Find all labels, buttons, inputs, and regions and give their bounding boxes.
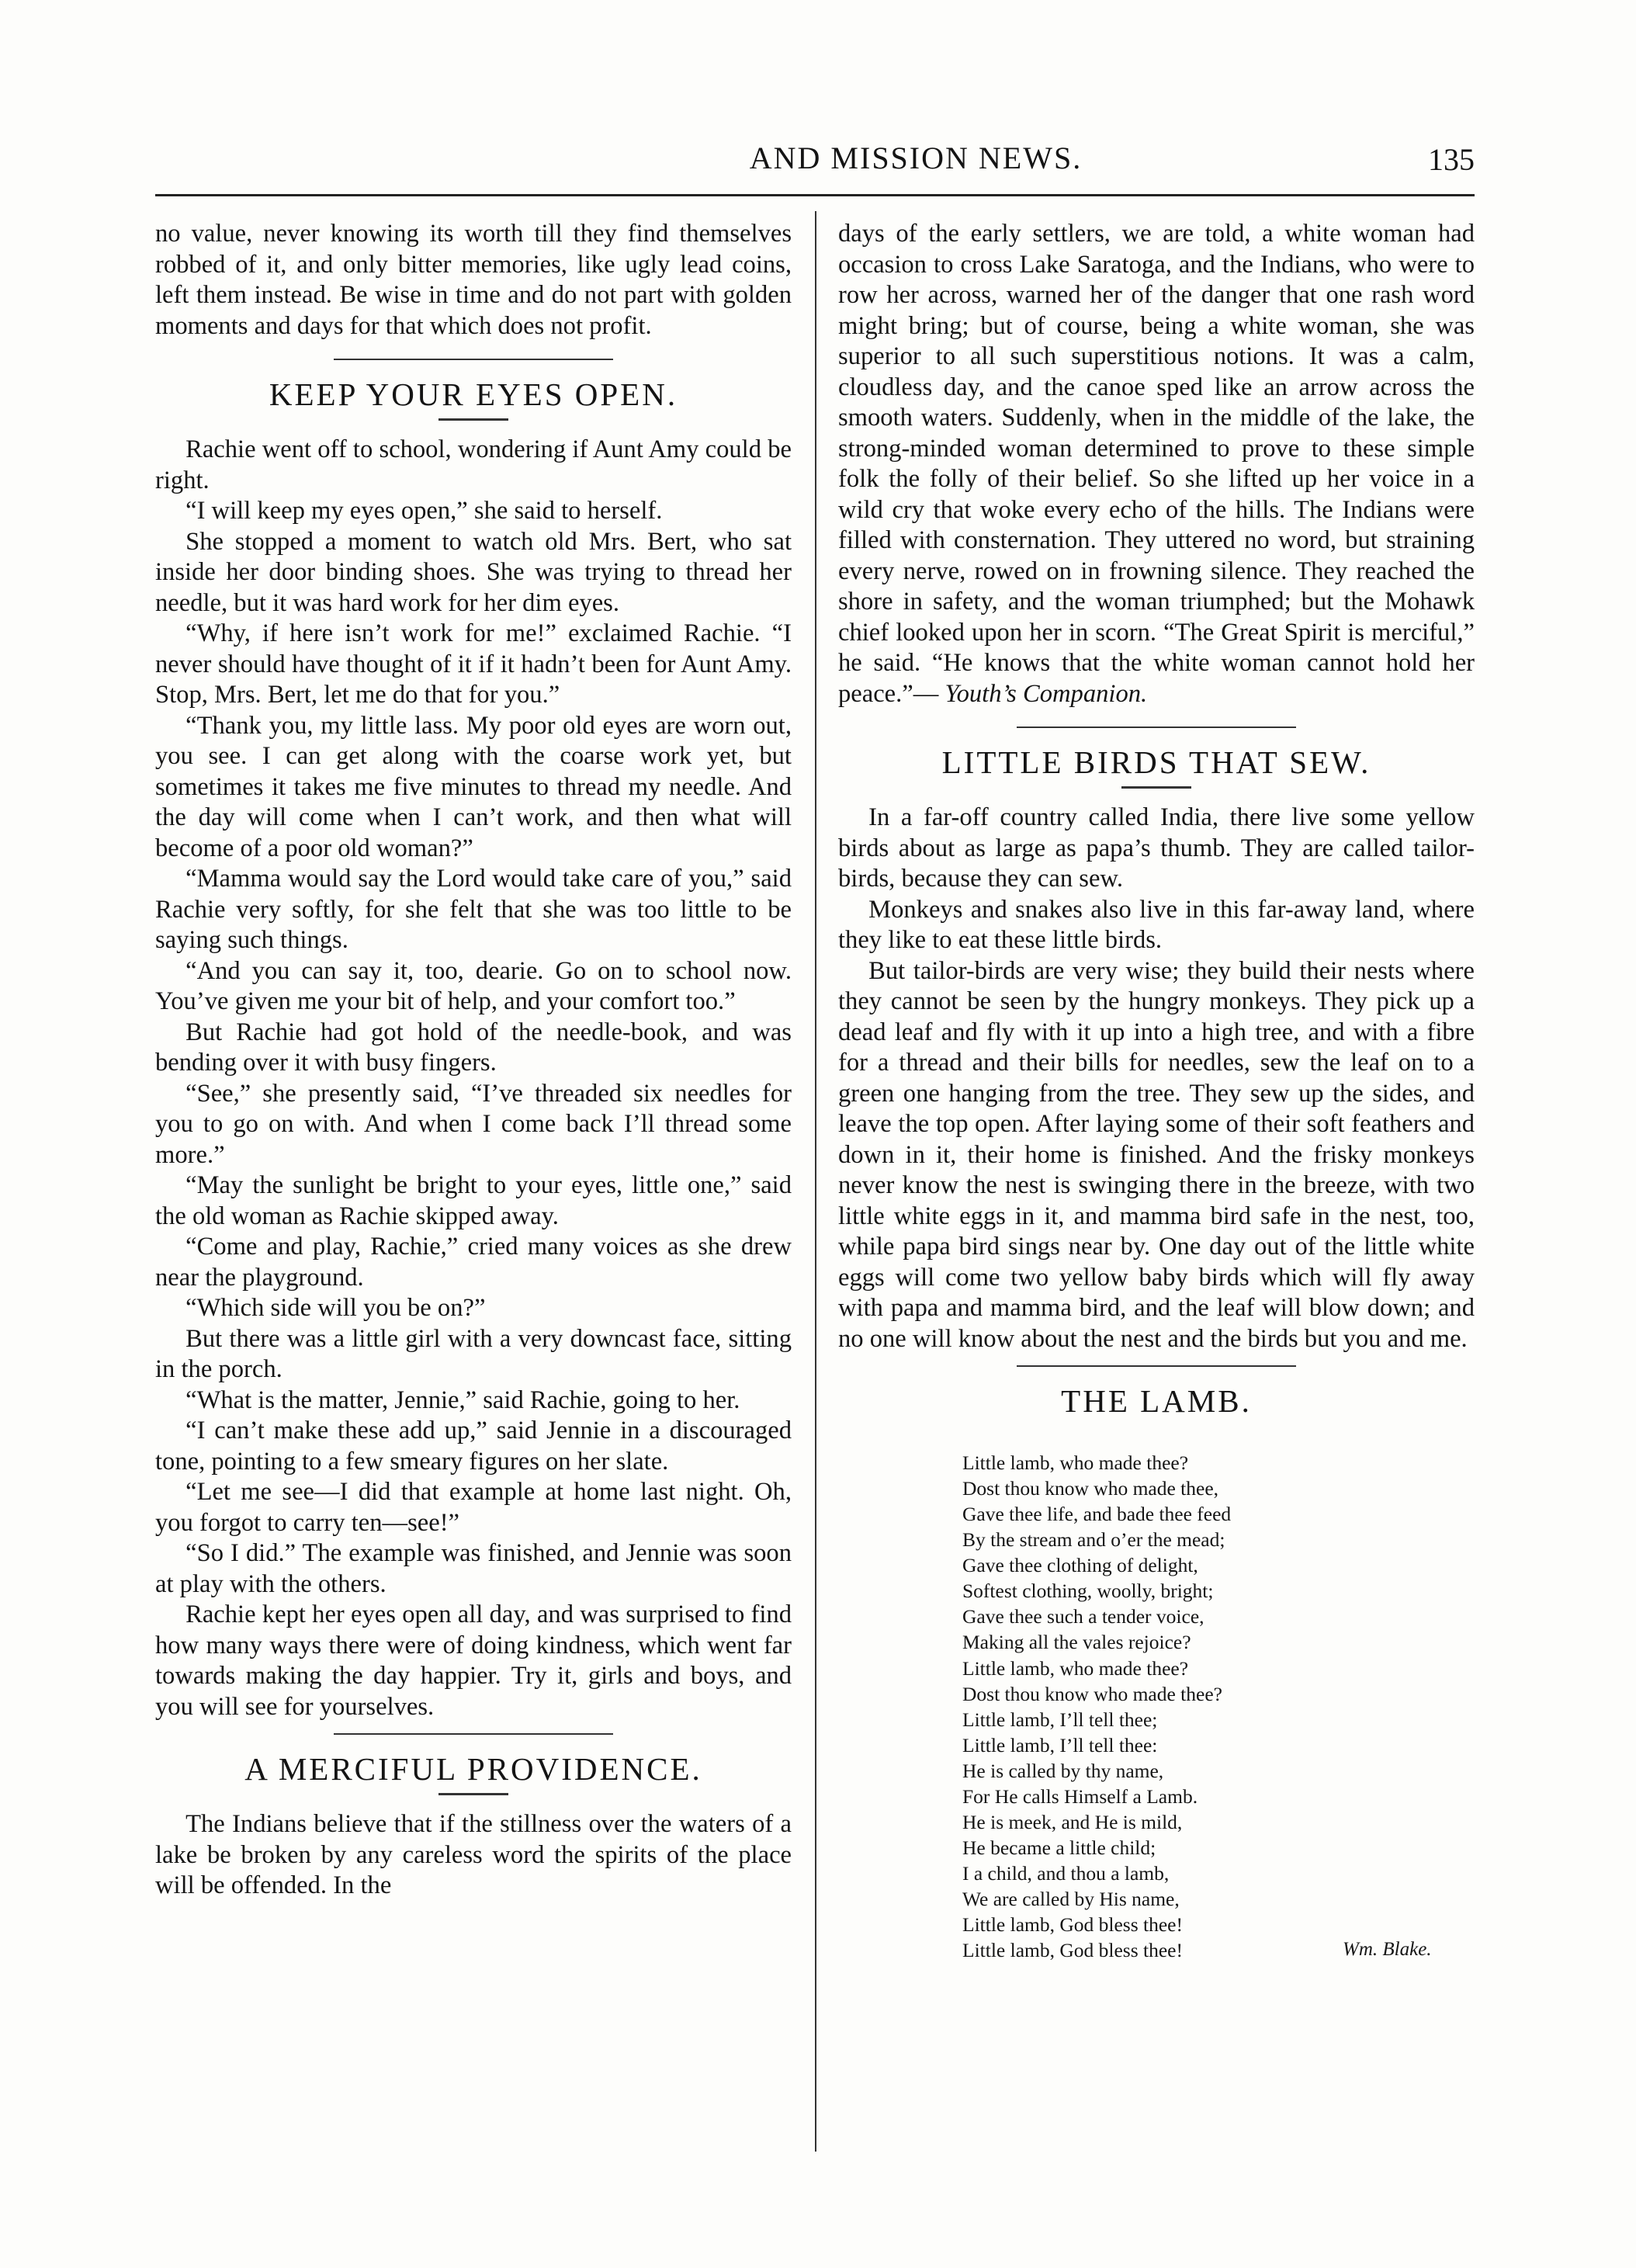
poem-line: I a child, and thou a lamb, bbox=[962, 1861, 1170, 1885]
running-title: AND MISSION NEWS. bbox=[749, 140, 1083, 175]
paragraph: Rachie went off to school, wondering if Aunt Amy could be right. bbox=[155, 435, 792, 494]
paragraph: In a far-off country called India, there live some yellow birds about as large as papa’s thumb. They are called tailor-birds, because they can sew. bbox=[838, 803, 1475, 893]
poem-line: Dost thou know who made thee? bbox=[962, 1682, 1222, 1705]
poem-line: Softest clothing, woolly, bright; bbox=[962, 1580, 1214, 1603]
paragraph: “I will keep my eyes open,” she said to herself. bbox=[185, 497, 663, 525]
intro-paragraph: no value, never knowing its worth till they find themselves robbed of it, and only bitter memories, like ugly lead coins, left them instead. Be wise in time and do not part with golden moments and days for that which does not profit. bbox=[155, 220, 792, 340]
paragraph: “Let me see—I did that example at home last night. Oh, you forgot to carry ten—see!” bbox=[155, 1478, 792, 1537]
poem-line: Little lamb, God bless thee! bbox=[962, 1913, 1183, 1936]
providence-continued-paragraph bbox=[838, 219, 1475, 709]
paragraph: But tailor-birds are very wise; they build their nests where they cannot be seen by the hungry monkeys. They pick up a dead leaf and fly with it up into a high tree, and with a fibre for a thread and their bills for needles, sew the leaf on to a green one hanging from the tree. They sew up the sides, and leave the top open. After laying some of their soft feathers and down in it, their home is finished. And the frisky monkeys never know the nest is swinging there in the breeze, with two little white eggs in it, and mamma bird safe in the nest, too, while papa bird sings near by. One day out of the little white eggs will come two yellow baby birds which will fly away with papa and mamma bird, and the leaf will blow down; and no one will know about the nest and the birds but you and me. bbox=[838, 956, 1475, 1353]
paragraph: “So I did.” The example was finished, and Jennie was soon at play with the others. bbox=[155, 1539, 792, 1598]
poem-title-the-lamb: THE LAMB. bbox=[1061, 1383, 1252, 1420]
paragraph: But Rachie had got hold of the needle-book, and was bending over it with busy fingers. bbox=[155, 1018, 792, 1077]
paragraph: “Thank you, my little lass. My poor old eyes are worn out, you see. I can get along with the coarse work yet, but sometimes it takes me five minutes to thread my needle. And the day will come when I can’t work, and then what will become of a poor old woman?” bbox=[155, 711, 792, 862]
paragraph: “Mamma would say the Lord would take care of you,” said Rachie very softly, for she felt that she was too little to be saying such things. bbox=[155, 865, 792, 955]
poem-line: Gave thee such a tender voice, bbox=[962, 1605, 1204, 1628]
paragraph: “May the sunlight be bright to your eyes, little one,” said the old woman as Rachie skipped away. bbox=[155, 1171, 792, 1230]
section-rule bbox=[1017, 727, 1296, 728]
poem-line: Little lamb, who made thee? bbox=[962, 1451, 1189, 1475]
poem-line: We are called by His name, bbox=[962, 1887, 1180, 1910]
poem-line: Dost thou know who made thee, bbox=[962, 1477, 1219, 1500]
paragraph: She stopped a moment to watch old Mrs. Bert, who sat inside her door binding shoes. She was trying to thread her needle, but it was hard work for her dim eyes. bbox=[155, 527, 792, 617]
poem-line: He is meek, and He is mild, bbox=[962, 1810, 1183, 1833]
poem-final-line bbox=[962, 1937, 1475, 1963]
poem-line: He became a little child; bbox=[962, 1836, 1156, 1859]
poem-the-lamb bbox=[962, 1450, 1475, 1962]
paragraph: “What is the matter, Jennie,” said Rachie, going to her. bbox=[185, 1385, 740, 1414]
right-column bbox=[838, 219, 1475, 1963]
poem-line: Making all the vales rejoice? bbox=[962, 1631, 1191, 1654]
paragraph-text: days of the early settlers, we are told, a white woman had occasion to cross Lake Saratoga, and the Indians, who were to row her across, warned her of the danger that one rash word might bring; but of course, being a white woman, she was superior to all such superstitious notions. It was a calm, cloudless day, and the canoe sped like an arrow across the smooth waters. Suddenly, when in the middle of the lake, the strong-minded woman determined to prove to these simple folk the folly of their belief. So she lifted up her voice in a wild cry that woke every echo of the hills. The Indians were filled with consternation. They uttered no word, but straining every nerve, rowed on in frowning silence. They reached the shore in safety, and the woman triumphed; but the Mohawk chief looked upon her in scorn. “The Great Spirit is merciful,” he said. “He knows that the white woman cannot hold her peace.”— bbox=[838, 220, 1475, 708]
article-title-little-birds-that-sew: LITTLE BIRDS THAT SEW. bbox=[941, 744, 1371, 780]
paragraph: “Which side will you be on?” bbox=[185, 1294, 486, 1323]
paragraph: Monkeys and snakes also live in this far-away land, where they like to eat these little birds. bbox=[838, 895, 1475, 955]
title-ornament-rule bbox=[1121, 786, 1191, 789]
paragraph: “Why, if here isn’t work for me!” exclaimed Rachie. “I never should have thought of it if it hadn’t been for Aunt Amy. Stop, Mrs. Bert, let me do that for you.” bbox=[155, 619, 792, 709]
source-credit: Youth’s Companion. bbox=[945, 679, 1148, 708]
poem-line: Little lamb, I’ll tell thee: bbox=[962, 1733, 1158, 1756]
paragraph: “Come and play, Rachie,” cried many voices as she drew near the playground. bbox=[155, 1233, 792, 1292]
section-rule bbox=[334, 1733, 613, 1735]
poem-line: Little lamb, I’ll tell thee; bbox=[962, 1708, 1158, 1731]
paragraph: “See,” she presently said, “I’ve threaded six needles for you to go on with. And when I come back I’ll thread some more.” bbox=[155, 1079, 792, 1169]
article-body-little-birds bbox=[838, 803, 1475, 1354]
poem-line-text: Little lamb, God bless thee! bbox=[962, 1938, 1183, 1961]
poem-author: Wm. Blake. bbox=[1343, 1938, 1432, 1960]
poem-line: He is called by thy name, bbox=[962, 1759, 1164, 1782]
article-body-keep-your-eyes-open bbox=[155, 435, 792, 1722]
paragraph: “I can’t make these add up,” said Jennie in a discouraged tone, pointing to a few smeary figures on her slate. bbox=[155, 1417, 792, 1476]
paragraph: “And you can say it, too, dearie. Go on to school now. You’ve given me your bit of help, and your comfort too.” bbox=[155, 956, 792, 1016]
header-rule bbox=[155, 194, 1475, 196]
column-divider bbox=[815, 211, 816, 2152]
poem-line: Gave thee life, and bade thee feed bbox=[962, 1503, 1232, 1526]
poem-line: For He calls Himself a Lamb. bbox=[962, 1784, 1198, 1808]
page-number: 135 bbox=[1428, 142, 1475, 177]
paragraph: The Indians believe that if the stillness over the waters of a lake be broken by any careless word the spirits of the place will be offended. In the bbox=[155, 1810, 792, 1900]
section-rule bbox=[1017, 1365, 1296, 1367]
title-ornament-rule bbox=[438, 1793, 508, 1795]
paragraph: Rachie kept her eyes open all day, and was surprised to find how many ways there were of doing kindness, which went far towards making the day happier. Try it, girls and boys, and you will see for yourselves. bbox=[155, 1600, 792, 1721]
title-ornament-rule bbox=[438, 418, 508, 421]
article-title-merciful-providence: A MERCIFUL PROVIDENCE. bbox=[244, 1751, 702, 1788]
poem-line: By the stream and o’er the mead; bbox=[962, 1528, 1225, 1552]
paragraph: But there was a little girl with a very downcast face, sitting in the porch. bbox=[155, 1324, 792, 1384]
article-title-keep-your-eyes-open: KEEP YOUR EYES OPEN. bbox=[269, 376, 678, 412]
poem-line: Gave thee clothing of delight, bbox=[962, 1554, 1198, 1577]
running-header bbox=[155, 140, 1475, 186]
section-rule bbox=[334, 359, 613, 360]
poem-line: Little lamb, who made thee? bbox=[962, 1656, 1189, 1680]
left-column bbox=[155, 219, 792, 1902]
